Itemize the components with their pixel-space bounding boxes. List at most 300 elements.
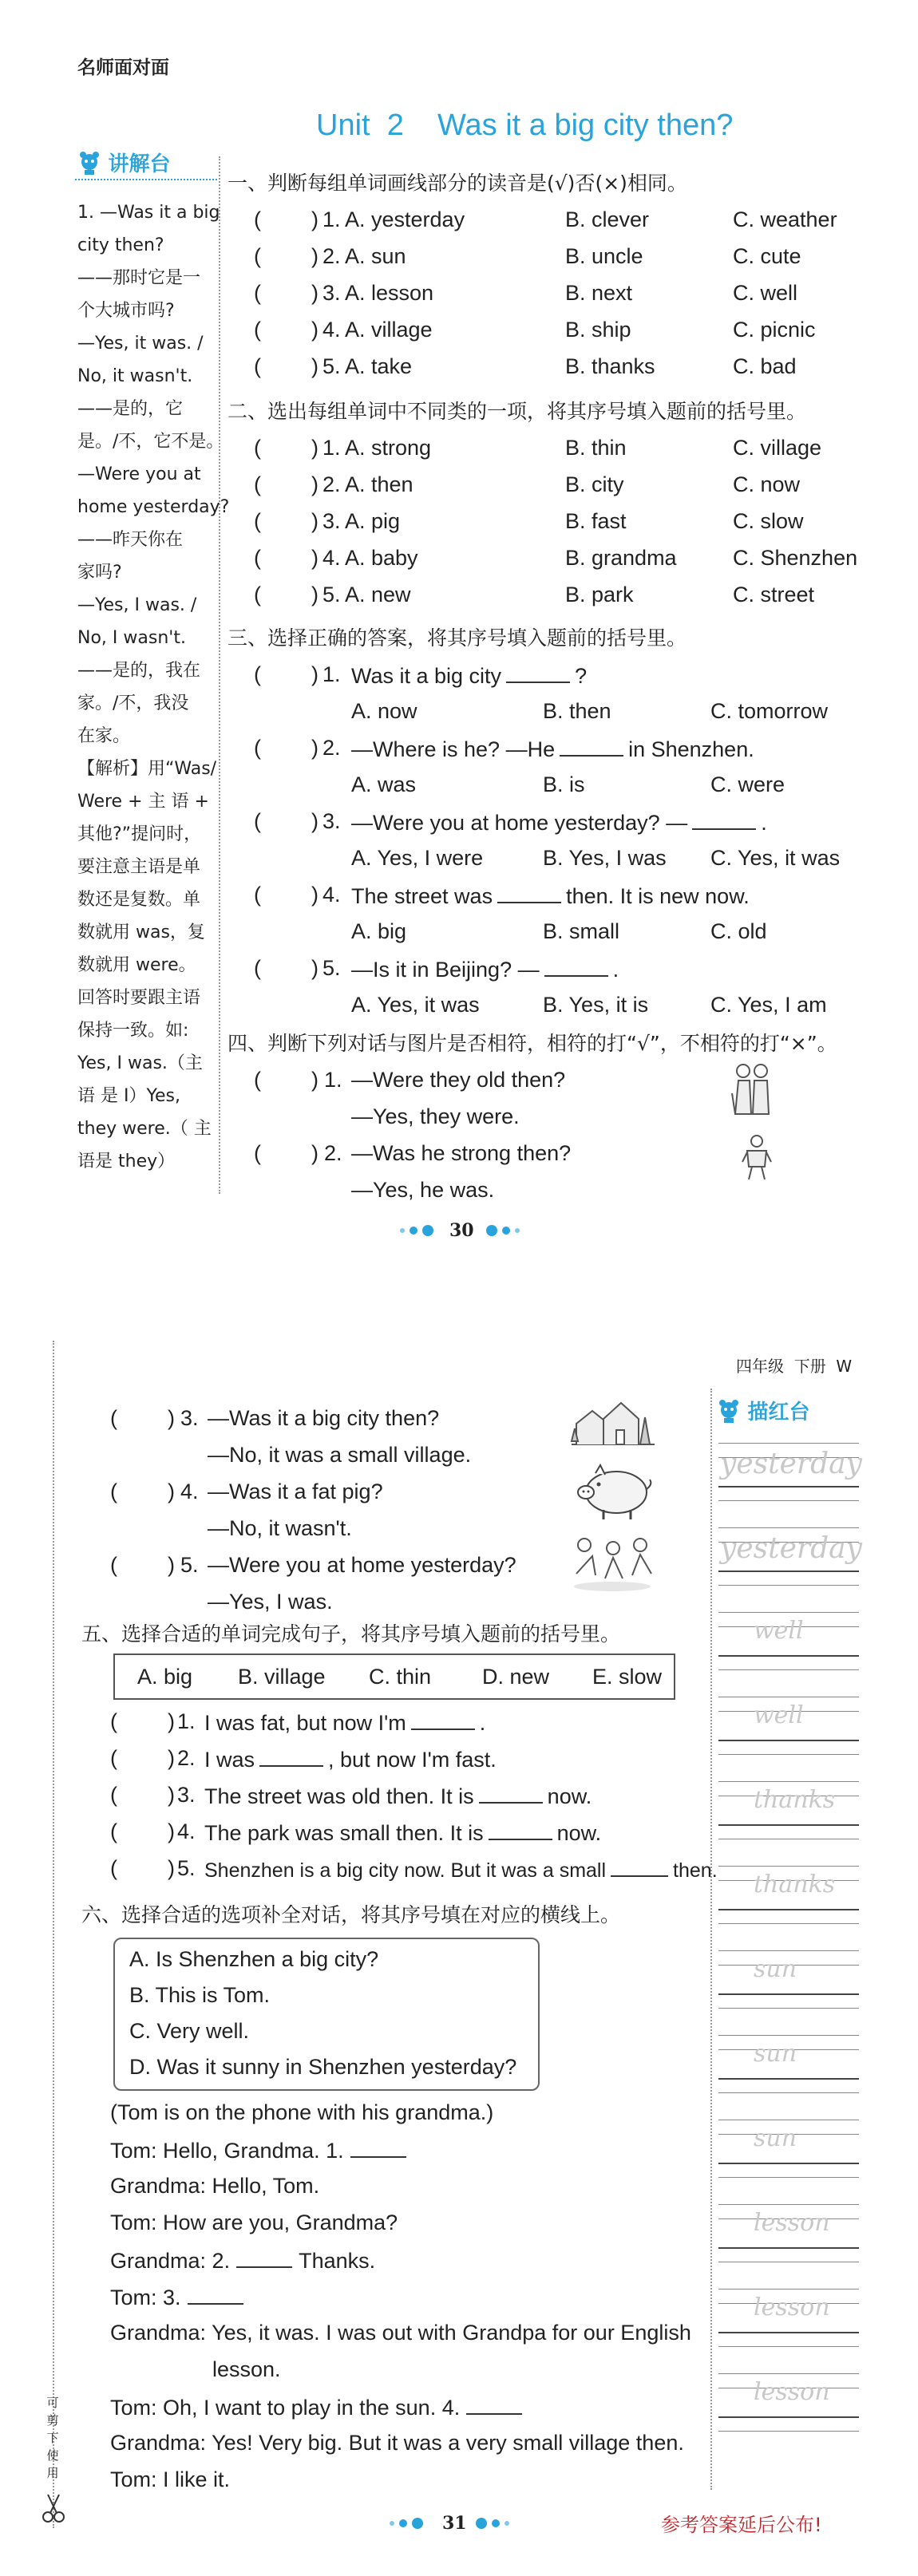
practice-guide-line <box>718 1655 859 1657</box>
dialog-text: Grandma: Hello, Tom. <box>110 2174 320 2198</box>
tracing-word: yesterday <box>720 1532 862 1565</box>
column-divider <box>219 156 220 1194</box>
answer-bracket-close: ) <box>311 509 319 533</box>
section5-sentence <box>204 1746 497 1772</box>
section1-option-b: B. uncle <box>565 244 643 268</box>
question-text: then. It is new now. <box>566 884 750 908</box>
grade-info: 四年级 下册 W <box>736 1357 853 1376</box>
section4-question: —Were you at home yesterday? <box>208 1553 516 1577</box>
answer-blank[interactable] <box>544 956 608 977</box>
tracing-word: yesterday <box>720 1448 862 1480</box>
section5-option: C. thin <box>369 1665 432 1689</box>
side-note-line: ——那时它是一 <box>77 268 201 288</box>
section3-option-a: A. Yes, it was <box>351 993 480 1017</box>
dialog-text: Tom: 3. <box>110 2286 181 2309</box>
section2-item-num: 2. <box>322 472 341 496</box>
practice-guide-line <box>718 1527 859 1528</box>
side-note-line: home yesterday? <box>77 497 230 517</box>
side-note-line: 语是 they） <box>77 1152 176 1171</box>
section2-option-b: B. grandma <box>565 546 677 570</box>
section5-title: 五、选择合适的单词完成句子，将其序号填入题前的括号里。 <box>81 1622 621 1646</box>
section6-option-box <box>113 1938 540 2091</box>
practice-guide-line <box>718 1486 859 1488</box>
village-picture <box>568 1389 658 1451</box>
section3-item-num: 5. <box>322 956 341 980</box>
section3-item-num: 4. <box>322 883 341 907</box>
answer-bracket-close: ) <box>311 662 319 686</box>
question-text: —Is it in Beijing? — <box>351 958 540 982</box>
practice-guide-line <box>718 2163 859 2164</box>
practice-guide-line <box>718 2416 859 2418</box>
section5-sentence <box>204 1856 718 1883</box>
brand-label: 名师面对面 <box>77 57 169 78</box>
practice-guide-line <box>718 1781 859 1782</box>
answer-bracket-open: ( <box>110 1480 117 1503</box>
section1-item-num: 3. <box>322 281 341 305</box>
practice-guide-line <box>718 1923 859 1924</box>
practice-guide-line <box>718 1612 859 1613</box>
practice-guide-line <box>718 1570 859 1572</box>
section2-option-a: A. strong <box>345 436 432 460</box>
section3-option-c: C. Yes, I am <box>710 993 827 1017</box>
section3-item-num: 1. <box>322 662 341 686</box>
section5-sentence <box>204 1819 601 1846</box>
practice-guide-line <box>718 1669 859 1670</box>
section6-option: B. This is Tom. <box>129 1983 271 2007</box>
practice-guide-line <box>718 2332 859 2333</box>
tracing-word: well <box>754 1617 804 1645</box>
section5-sentence <box>204 1783 592 1809</box>
answer-bracket-open: ( <box>254 509 261 533</box>
section2-option-c: C. Shenzhen <box>733 546 858 570</box>
section1-item-num: 2. <box>322 244 341 268</box>
dialog-answer-blank[interactable] <box>350 2137 406 2158</box>
dialog-line <box>110 2431 684 2455</box>
section4-question: —Was it a fat pig? <box>208 1480 383 1503</box>
answer-blank[interactable] <box>560 736 623 757</box>
question-text: Was it a big city <box>351 664 502 688</box>
practice-guide-line <box>718 2346 859 2347</box>
dialog-line <box>110 2467 230 2492</box>
section4-answer: —Yes, he was. <box>351 1178 495 1202</box>
answer-bracket-close: ) <box>311 472 319 496</box>
practice-guide-line <box>718 1824 859 1826</box>
dialog-text: Tom: Oh, I want to play in the sun. 4. <box>110 2396 461 2420</box>
section5-item-num: 5. <box>177 1856 196 1880</box>
dialog-line <box>110 2284 243 2310</box>
section3-question <box>351 736 754 762</box>
section3-item-num: 3. <box>322 809 341 833</box>
side-note-line: Were + 主 语 + <box>77 792 209 812</box>
tracing-word: thanks <box>754 1871 836 1898</box>
section3-option-a: A. now <box>351 699 417 723</box>
answer-notice: 参考答案延后公布! <box>661 2514 822 2536</box>
practice-guide-line <box>718 2035 859 2036</box>
side-note-line: 数就用 was，复 <box>77 923 205 942</box>
side-note-line: Yes, I was.（主 <box>77 1053 203 1073</box>
side-note-line: —Were you at <box>77 464 201 484</box>
sentence-text: now. <box>556 1821 602 1845</box>
dialog-answer-blank[interactable] <box>466 2394 522 2415</box>
answer-bracket-close: ) <box>311 1141 319 1165</box>
practice-guide-line <box>718 1585 859 1586</box>
side-right-title <box>717 1398 810 1430</box>
answer-bracket-close: ) <box>168 1406 175 1430</box>
answer-bracket-close: ) <box>311 546 319 570</box>
dialog-line <box>110 2394 522 2420</box>
answer-bracket-open: ( <box>110 1709 117 1733</box>
answer-bracket-open: ( <box>254 546 261 570</box>
answer-bracket-close: ) <box>311 244 319 268</box>
side-note-line: —Yes, I was. / <box>77 595 197 615</box>
section2-option-b: B. thin <box>565 436 627 460</box>
side-note-line: 1. —Was it a big <box>77 203 220 223</box>
section3-option-c: C. tomorrow <box>710 699 829 723</box>
answer-bracket-close: ) <box>311 883 319 907</box>
answer-bracket-open: ( <box>110 1746 117 1770</box>
answer-bracket-close: ) <box>168 1746 175 1770</box>
section3-question <box>351 883 750 909</box>
question-text: The street was <box>351 884 493 908</box>
answer-blank[interactable] <box>692 809 756 830</box>
section2-option-b: B. park <box>565 583 634 606</box>
answer-bracket-open: ( <box>254 736 261 760</box>
tracing-word: sun <box>754 2040 797 2068</box>
practice-guide-line <box>718 1909 859 1910</box>
tracing-word: sun <box>754 1955 797 1983</box>
practice-guide-line <box>718 2373 859 2374</box>
answer-bracket-close: ) <box>311 809 319 833</box>
answer-bracket-open: ( <box>110 1819 117 1843</box>
side-note-line: they were.（ 主 <box>77 1119 212 1139</box>
side-note-line: 保持一致。如: <box>77 1021 189 1041</box>
side-left-divider <box>75 179 217 180</box>
section6-option: C. Very well. <box>129 2019 250 2043</box>
section3-option-b: B. then <box>543 699 611 723</box>
handwriting-practice <box>718 1443 862 2472</box>
question-text: —Were you at home yesterday? — <box>351 811 688 835</box>
section2-option-b: B. fast <box>565 509 627 533</box>
answer-bracket-open: ( <box>110 1856 117 1880</box>
section4-answer: —No, it was a small village. <box>208 1443 472 1467</box>
section1-option-b: B. ship <box>565 318 631 342</box>
section1-option-b: B. clever <box>565 207 650 231</box>
side-left-title <box>77 150 171 182</box>
answer-bracket-open: ( <box>110 1553 117 1577</box>
answer-bracket-open: ( <box>254 662 261 686</box>
answer-bracket-open: ( <box>254 244 261 268</box>
section2-item-num: 4. <box>322 546 341 570</box>
answer-bracket-close: ) <box>311 956 319 980</box>
section2-option-c: C. now <box>733 472 801 496</box>
section4-answer: —No, it wasn't. <box>208 1516 352 1540</box>
section5-item-num: 3. <box>177 1783 196 1807</box>
side-note-line: 要注意主语是单 <box>77 857 201 877</box>
answer-bracket-open: ( <box>110 1406 117 1430</box>
sentence-text: Shenzhen is a big city now. But it was a small <box>204 1859 607 1882</box>
answer-blank[interactable] <box>506 662 570 683</box>
answer-bracket-close: ) <box>311 736 319 760</box>
section5-option: A. big <box>137 1665 193 1689</box>
practice-guide-line <box>718 2247 859 2249</box>
right-column-divider <box>710 1389 712 2490</box>
side-note-line: 【解析】用“Was/ <box>77 759 217 779</box>
side-note-line: ——昨天你在 <box>77 530 184 550</box>
mascot-icon <box>77 150 101 176</box>
unit-title: Unit 2 Was it a big city then? <box>316 109 734 142</box>
answer-bracket-close: ) <box>168 1553 175 1577</box>
dialog-line <box>212 2357 281 2382</box>
cut-label: 可剪下使用 <box>46 2396 59 2480</box>
section6-option: D. Was it sunny in Shenzhen yesterday? <box>129 2055 517 2079</box>
dialog-text: Thanks. <box>299 2249 376 2273</box>
sentence-text: , but now I'm fast. <box>328 1748 497 1772</box>
side-note-line: 数就用 were。 <box>77 955 196 975</box>
section3-question <box>351 662 587 689</box>
sentence-text: The park was small then. It is <box>204 1821 484 1845</box>
section5-sentence <box>204 1709 485 1736</box>
section4-item-num: 2. <box>324 1141 342 1165</box>
dialog-line <box>110 2211 398 2235</box>
section5-item-num: 1. <box>177 1709 196 1733</box>
side-right-title-text: 描红台 <box>747 1401 810 1424</box>
section3-option-b: B. Yes, I was <box>543 846 667 870</box>
tracing-word: lesson <box>754 2209 830 2237</box>
section1-option-c: C. bad <box>733 354 797 378</box>
section2-item-num: 1. <box>322 436 341 460</box>
kids-playing-picture <box>568 1534 656 1593</box>
answer-bracket-open: ( <box>254 583 261 606</box>
section5-option: D. new <box>482 1665 550 1689</box>
section4-answer: —Yes, I was. <box>208 1590 333 1614</box>
side-note-line: 是。/不，它不是。 <box>77 432 224 452</box>
question-text: . <box>612 958 619 982</box>
section1-option-c: C. weather <box>733 207 837 231</box>
pig-picture <box>575 1460 655 1521</box>
section1-option-a: A. yesterday <box>345 207 465 231</box>
side-note-line: ——是的，它 <box>77 399 184 419</box>
practice-guide-line <box>718 1866 859 1867</box>
answer-blank[interactable] <box>479 1783 543 1804</box>
page-number-30-bar <box>397 1219 556 1243</box>
answer-bracket-close: ) <box>311 207 319 231</box>
section1-option-b: B. thanks <box>565 354 655 378</box>
sentence-text: then. <box>673 1859 718 1882</box>
dialog-text: Grandma: Yes! Very big. But it was a very small village then. <box>110 2431 684 2455</box>
section1-option-b: B. next <box>565 281 633 305</box>
answer-bracket-close: ) <box>168 1480 175 1503</box>
practice-guide-line <box>718 1754 859 1755</box>
answer-bracket-open: ( <box>254 207 261 231</box>
practice-guide-line <box>718 1443 859 1444</box>
page-number-31: 31 <box>442 2513 467 2534</box>
section6-option: A. Is Shenzhen a big city? <box>129 1947 379 1971</box>
dialog-line <box>110 2321 691 2345</box>
tracing-word: thanks <box>754 1786 836 1814</box>
practice-guide-line <box>718 2289 859 2290</box>
side-left-title-text: 讲解台 <box>108 152 171 176</box>
section1-option-a: A. village <box>345 318 433 342</box>
section2-option-a: A. new <box>345 583 411 606</box>
practice-guide-line <box>718 2008 859 2009</box>
answer-bracket-open: ( <box>110 1783 117 1807</box>
answer-bracket-close: ) <box>168 1709 175 1733</box>
answer-bracket-open: ( <box>254 956 261 980</box>
side-note-line: ——是的，我在 <box>77 661 201 681</box>
dialog-text: Tom: How are you, Grandma? <box>110 2211 398 2234</box>
section3-option-a: A. Yes, I were <box>351 846 484 870</box>
answer-bracket-open: ( <box>254 472 261 496</box>
section3-option-c: C. were <box>710 772 785 796</box>
section2-title: 二、选出每组单词中不同类的一项，将其序号填入题前的括号里。 <box>228 400 807 423</box>
answer-blank[interactable] <box>611 1856 668 1877</box>
section4-question: —Was it a big city then? <box>208 1406 440 1430</box>
answer-bracket-close: ) <box>311 281 319 305</box>
mascot-icon <box>717 1398 741 1424</box>
tracing-word: lesson <box>754 2378 830 2406</box>
section3-option-c: C. old <box>710 919 767 943</box>
section3-option-a: A. was <box>351 772 417 796</box>
practice-guide-line <box>718 2078 859 2080</box>
dialog-text: Grandma: Yes, it was. I was out with Grandpa for our English <box>110 2321 691 2345</box>
section4-question: —Were they old then? <box>351 1068 566 1092</box>
section4-item-num: 5. <box>180 1553 199 1577</box>
section3-question <box>351 809 767 836</box>
dialog-line <box>110 2247 375 2274</box>
section3-option-a: A. big <box>351 919 407 943</box>
page-number-31-bar <box>386 2512 546 2536</box>
cut-line <box>53 1341 54 2528</box>
answer-blank[interactable] <box>497 883 561 903</box>
side-note-line: 其他?”提问时， <box>77 824 202 844</box>
section3-option-c: C. Yes, it was <box>710 846 841 870</box>
section3-option-b: B. Yes, it is <box>543 993 649 1017</box>
answer-blank[interactable] <box>259 1746 323 1767</box>
section2-option-a: A. pig <box>345 509 401 533</box>
section2-option-c: C. slow <box>733 509 804 533</box>
section5-option-box <box>113 1653 675 1700</box>
sentence-text: now. <box>547 1784 592 1808</box>
tracing-word: sun <box>754 2124 797 2152</box>
dialog-answer-blank[interactable] <box>188 2284 243 2305</box>
side-note-line: No, it wasn't. <box>77 366 193 386</box>
section2-option-c: C. village <box>733 436 822 460</box>
side-note-line: city then? <box>77 235 164 255</box>
sentence-text: The street was old then. It is <box>204 1784 474 1808</box>
section4-answer: —Yes, they were. <box>351 1104 520 1128</box>
tracing-word: well <box>754 1701 804 1729</box>
question-text: . <box>761 811 767 835</box>
section1-option-a: A. take <box>345 354 413 378</box>
answer-bracket-close: ) <box>311 583 319 606</box>
side-note-line: No, I wasn't. <box>77 628 186 648</box>
section1-option-a: A. sun <box>345 244 406 268</box>
answer-bracket-open: ( <box>254 883 261 907</box>
answer-bracket-open: ( <box>254 809 261 833</box>
section4-item-num: 1. <box>324 1068 342 1092</box>
section1-option-a: A. lesson <box>345 281 434 305</box>
answer-bracket-open: ( <box>254 1141 261 1165</box>
practice-guide-line <box>718 2431 859 2432</box>
dialog-answer-blank[interactable] <box>236 2247 292 2268</box>
answer-bracket-close: ) <box>168 1783 175 1807</box>
practice-guide-line <box>718 2204 859 2205</box>
dialog-line <box>110 2174 319 2199</box>
side-note-line: 回答时要跟主语 <box>77 988 201 1008</box>
answer-blank[interactable] <box>411 1709 475 1730</box>
question-text: in Shenzhen. <box>628 737 754 761</box>
sentence-text: I was fat, but now I'm <box>204 1711 406 1735</box>
section1-item-num: 1. <box>322 207 341 231</box>
section4-title: 四、判断下列对话与图片是否相符，相符的打“√”，不相符的打“×”。 <box>228 1032 837 1055</box>
practice-guide-line <box>718 1500 859 1501</box>
dialog-text: lesson. <box>212 2357 281 2381</box>
section4-item-num: 3. <box>180 1406 199 1430</box>
sentence-text: . <box>479 1711 486 1735</box>
practice-guide-line <box>718 2177 859 2178</box>
section3-title: 三、选择正确的答案，将其序号填入题前的括号里。 <box>228 626 687 650</box>
section2-item-num: 3. <box>322 509 341 533</box>
answer-bracket-close: ) <box>168 1856 175 1880</box>
answer-bracket-open: ( <box>254 318 261 342</box>
answer-blank[interactable] <box>489 1819 552 1840</box>
section3-option-b: B. is <box>543 772 585 796</box>
answer-bracket-close: ) <box>168 1819 175 1843</box>
answer-bracket-close: ) <box>311 354 319 378</box>
practice-guide-line <box>718 1993 859 1995</box>
side-note-line: 家。/不，我没 <box>77 693 189 713</box>
page-number-30: 30 <box>449 1220 474 1241</box>
section4-item-num: 4. <box>180 1480 199 1503</box>
section4-question: —Was he strong then? <box>351 1141 572 1165</box>
section2-option-a: A. baby <box>345 546 418 570</box>
answer-bracket-close: ) <box>311 436 319 460</box>
section6-title: 六、选择合适的选项补全对话，将其序号填在对应的横线上。 <box>81 1903 621 1926</box>
section2-option-c: C. street <box>733 583 815 606</box>
answer-bracket-open: ( <box>254 281 261 305</box>
answer-bracket-close: ) <box>311 318 319 342</box>
tracing-word: lesson <box>754 2294 830 2321</box>
question-text: —Where is he? —He <box>351 737 556 761</box>
answer-bracket-open: ( <box>254 1068 261 1092</box>
old-couple-picture <box>730 1061 774 1117</box>
dialog-line <box>110 2137 406 2163</box>
dialog-text: Tom: I like it. <box>110 2467 231 2491</box>
section1-item-num: 4. <box>322 318 341 342</box>
side-note-line: 个大城市吗? <box>77 301 175 321</box>
boy-picture <box>741 1133 773 1181</box>
section1-option-c: C. cute <box>733 244 801 268</box>
answer-bracket-open: ( <box>254 354 261 378</box>
dialog-text: Grandma: 2. <box>110 2249 231 2273</box>
question-text: ? <box>575 664 588 688</box>
section1-item-num: 5. <box>322 354 341 378</box>
section3-option-b: B. small <box>543 919 620 943</box>
side-note-line: 语 是 I）Yes, <box>77 1086 180 1106</box>
side-note-line: 在家。 <box>77 726 131 746</box>
section3-question <box>351 956 619 982</box>
section5-item-num: 2. <box>177 1746 196 1770</box>
section2-item-num: 5. <box>322 583 341 606</box>
answer-bracket-close: ) <box>311 1068 319 1092</box>
scissors-icon <box>42 2493 65 2523</box>
section3-item-num: 2. <box>322 736 341 760</box>
section1-option-c: C. picnic <box>733 318 816 342</box>
dialog-intro: (Tom is on the phone with his grandma.) <box>110 2100 494 2124</box>
side-note-line: —Yes, it was. / <box>77 334 204 354</box>
section2-option-b: B. city <box>565 472 624 496</box>
side-left-notes <box>77 196 230 1178</box>
